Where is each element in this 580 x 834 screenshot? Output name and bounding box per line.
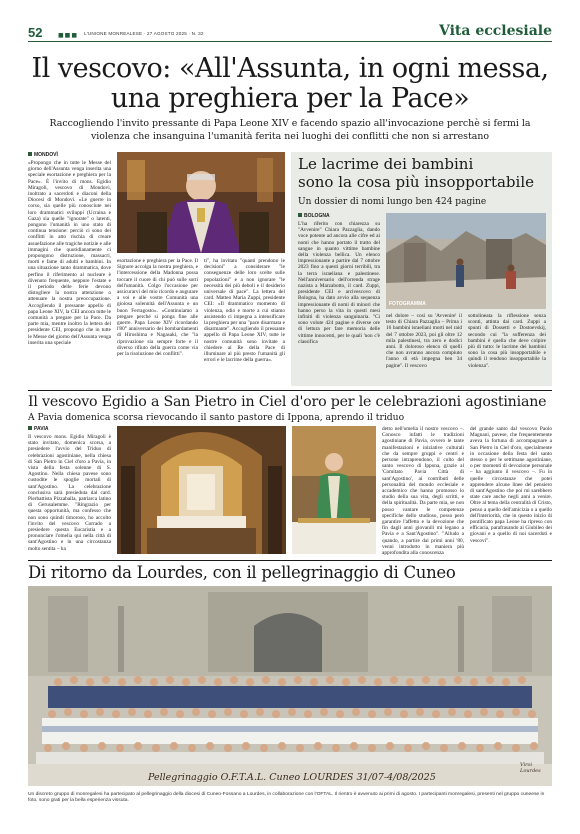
article2-col1: Il vescovo mons. Egidio Miragoli è stato invitato, domenica scorsa, a presiedere l'avvio del Triduo di celebrazioni agostiniane, nella chiesa di San Pietro in Ciel d'oro a Pavia, in vista della festa solenne di S. Agostino. Nella chiesa pavese sono custodite le spoglie mortali di sant'Agostino. La celebrazione conclusiva sarà presieduta dal card. Pierbattista Pizzaballa, patriarca latino di Gerusalemme. "Ringrazio per questa opportunità, ma confesso che non sono quindi timoroso, ho accolto l'invito del vescovo Corrado a presiedere questa Eucaristia e a pronunciare l'omelia qui nella città di sant'Agostino e in una circostanza molto sentita – ha <box>28 434 111 552</box>
article1-subtitle: Raccogliendo l'invito pressante di Papa Leone XIV e facendo spazio all'invocazione perchè si fermi la violenza che insanguina l'umanità ferita nei luoghi dei conflitti che non si arrestano <box>49 118 531 142</box>
article2-title: Il vescovo Egidio a San Pietro in Ciel d'oro per le celebrazioni agostiniane <box>28 394 547 410</box>
sidebar-subtitle: Un dossier di nomi lungo ben 424 pagine <box>298 197 487 207</box>
photo-sign: Viroi Lourdes <box>520 762 541 774</box>
article1-tag: MONDOVÌ <box>28 152 58 158</box>
article1-title: Il vescovo: «All'Assunta, in ogni messa, una preghiera per la Pace» <box>31 53 549 114</box>
header-rule <box>28 41 552 42</box>
sidebar-col2: nel dolore – così su 'Avvenire' il testo di Chiara Pazzaglia – Prima i 16 bambini israeliani morti nel raid del 7 ottobre 2023, poi gli oltre 12 mila palestinesi, tra zero e dodici anni. Il doloroso elenco di quelli che non avranno ancora compiuto l'anno di età impegna ben 34 pagine". Il vescovo <box>386 313 462 369</box>
section-title: Vita ecclesiale <box>438 23 552 39</box>
article3-top-rule <box>28 560 552 561</box>
article2-top-rule <box>28 390 552 391</box>
sidebar-col1: L'ha riferito con chiarezza su "Avvenire" Chiara Pazzaglia, dando voce potente ad ancora alle cifre ed ai nomi che hanno portato il tratto del sangue in quanto vittime bambine della violenza bellica. Un elenco impressionante a partire dal 7 ottobre 2023 fino a questi giorni terribili, tra la terra israeliana e palestinese. Nell'anniversario dell'orrenda strage nazista a Marzabotto, il card. Zuppi, presidente CEI e arcivescovo di Bologna, ha dato avvio alla sequenza impressionante di nomi di minori che hanno perso la vita in questi mesi infiniti di violenza sanguinaria. "Ci sono volute 424 pagine e diverse ore di lettura per fare memoria delle vittime innocenti, per le quali 'non c'è classifica <box>298 221 380 345</box>
church-photo <box>117 426 286 554</box>
photo-banner: Pellegrinaggio O.F.T.A.L. Cuneo LOURDES 31/07-4/08/2025 <box>148 772 436 783</box>
header-dots-icon: ■■■ <box>58 32 79 39</box>
ruins-photo <box>386 213 546 309</box>
article1-col1: «Propongo che in tutte le Messe del giorno dell'Assunta venga inserita una speciale esortazione e preghiera per la Pace». È l'invito di mons. Egidio Miragoli, vescovo di Mondovì, inoltrato a sacerdoti e diaconi della Diocesi di Mondovì. «Le guerre in corso, sia quelle più conosciute nei loro drammatici sviluppi (Ucraina e Gaza) sia quelle "ignorate" o latenti, pongono l'umanità in uno stato di continua tensione: perciò ci sono dei conflitti in atto rischia di creare assuefazione alle tragiche notizie e alle immagini che quotidianamente ci propongono distruzione, massacri, morti e fame di adulti e bambini. In una situazione tanto drammatica, dove perfino il riferimento al nucleare è divenuto frequente, neppure l'estate e il periodo delle ferie devono distogliere la nostra attenzione o attenuare la nostra preoccupazione. Accogliendo il pressante appello di papa Leone XIV, la CEI ancora tutte le comunità a pregare per la Pace. Da parte mia, mentre inoltro la lettera del presidente CEI, propongo che in tutte le Messe del giorno dell'Assunta venga inserita una speciale <box>28 160 111 346</box>
article2-tag: PAVIA <box>28 426 49 432</box>
article2-col3: del grande santo dal vescovo Paolo Magnani, pavese, che frequentemente aveva la fortuna di accompagnare a San Pietro in Ciel d'oro, specialmente in occasione della festa del santo stesso o per le settimane agostiniane, o per momenti di devozione personale – ha aggiunto il vescovo –. Fu in quelle circostanze che potei apprendere alcune linee del pensiero di sant'Agostino che poi mi sarebbero state care anche negli anni a venire. Oltre al tema della centralità di Cristo, penso a quello dell'amicizia o a quello dell'interiorità, che in questo inizio di pontificato papa Leone ha ripreso con efficacia, parafrasando al Giubileo dei giovani e a quello di noi sacerdoti e vescovi". <box>470 426 552 544</box>
article2-col2: detto nell'omelia il nostro vescovo –. Conosco infatti le tradizioni agostiniane di Pavia, ovvero le tante manifestazioni e iniziative culturali che da sempre gruppi e centri e persone intraprendono, il culto del santo vescovo di Ippona, grazie al 'Comitato Pavia Città di sant'Agostino', ai contributi delle personalità del mondo ecclesiale e accademico che hanno promosso lo studio della sua vita, degli scritti, e della spiritualità. Da parte mia, se non posso vantare le competenze specifiche dello studioso, posso però garantire l'affetto e la devozione che fin dagli anni giovanili mi legano a Pavia e a Sant'Agostino". "Alludo a quando, a partire dai primi anni '80, venni introdotto in maniera più approfondita alla conoscenza <box>382 426 464 556</box>
article2-subtitle: A Pavia domenica scorsa rievocando il santo pastore di Ippona, aprendo il triduo <box>28 412 405 423</box>
group-photo-caption: Un discreto gruppo di monregalesi ha partecipato al pellegrinaggio della diocesi di Cuneo-Fossano a Lourdes, in collaborazione con l'OFTAL. Il rientro è avvenuto ai primi di agosto. I partecipanti monregalesi, presenti nel gruppo cuneese in foto, sono grati per la bella esperienza vissuta. <box>28 792 545 803</box>
page-number: 52 <box>28 25 43 40</box>
bishop-photo <box>117 152 285 253</box>
article1-col2: esortazione e preghiera per la Pace. Il Signore accolga la nostra preghiera, e l'intercessione della Madonna possa toccare il cuore di chi può sulle sorti dell'umanità. Colgo l'occasione per assicurarvi del mio ricordo e augurare a voi e alle vostre Comunità una gioiosa solennità dell'Assunta e un buon Ferragosto». «Continuiamo a pregare perché si ponga fine alle guerre. Papa Leone XIV ricordando l'80° anniversario dei bombardamenti di Hiroshima e Nagasaki, che "la riprovazione sia sempre forte e il diverso rifiuto della guerra come via per la risoluzione dei conflitti". <box>117 258 198 358</box>
photo-credit: FOTOGRAMMA <box>389 301 426 307</box>
article1-col3: ti", ha invitato "quanti prendono le decisioni" a considerare "le conseguenze delle loro scelte sulle popolazioni" e a non ignorare "le necessità dei più deboli e il desiderio universale di pace". La lettera del card. Matteo Maria Zuppi, presidente CEI: «Il drammatico momento di violenza, odio e morte a cui stiamo assistendo ci impegna a intensificare la preghiera per una "pace disarmata e disarmante". Accogliendo il pressante appello di Papa Leone XIV, tutte le nostre comunità sono invitate a chiedere al Re della Pace di illuminare al più presto l'umanità gli errori e le lacrime della guerra». <box>204 258 285 364</box>
sidebar-col3: sottolineata la riflessione senza sconti, attinta dai card. Zuppi a spunti di Dossetti e Dostoevskij, secondo cui "la sofferenza dei bambini è quella che deve colpire più di tutto: le lacrime dei bambini sono la cosa più insopportabile e quindi il rendono insopportabile la violenza". <box>468 313 546 369</box>
masthead: L'UNIONE MONREALESE · 27 AGOSTO 2025 · N. 32 <box>84 31 204 36</box>
altar-photo <box>292 426 376 554</box>
sidebar-title: Le lacrime dei bambini sono la cosa più insopportabile <box>298 155 535 191</box>
group-photo <box>28 586 552 786</box>
article3-title: Di ritorno da Lourdes, con il pellegrinaggio di Cuneo <box>28 563 456 582</box>
sidebar-tag: BOLOGNA <box>298 213 330 219</box>
